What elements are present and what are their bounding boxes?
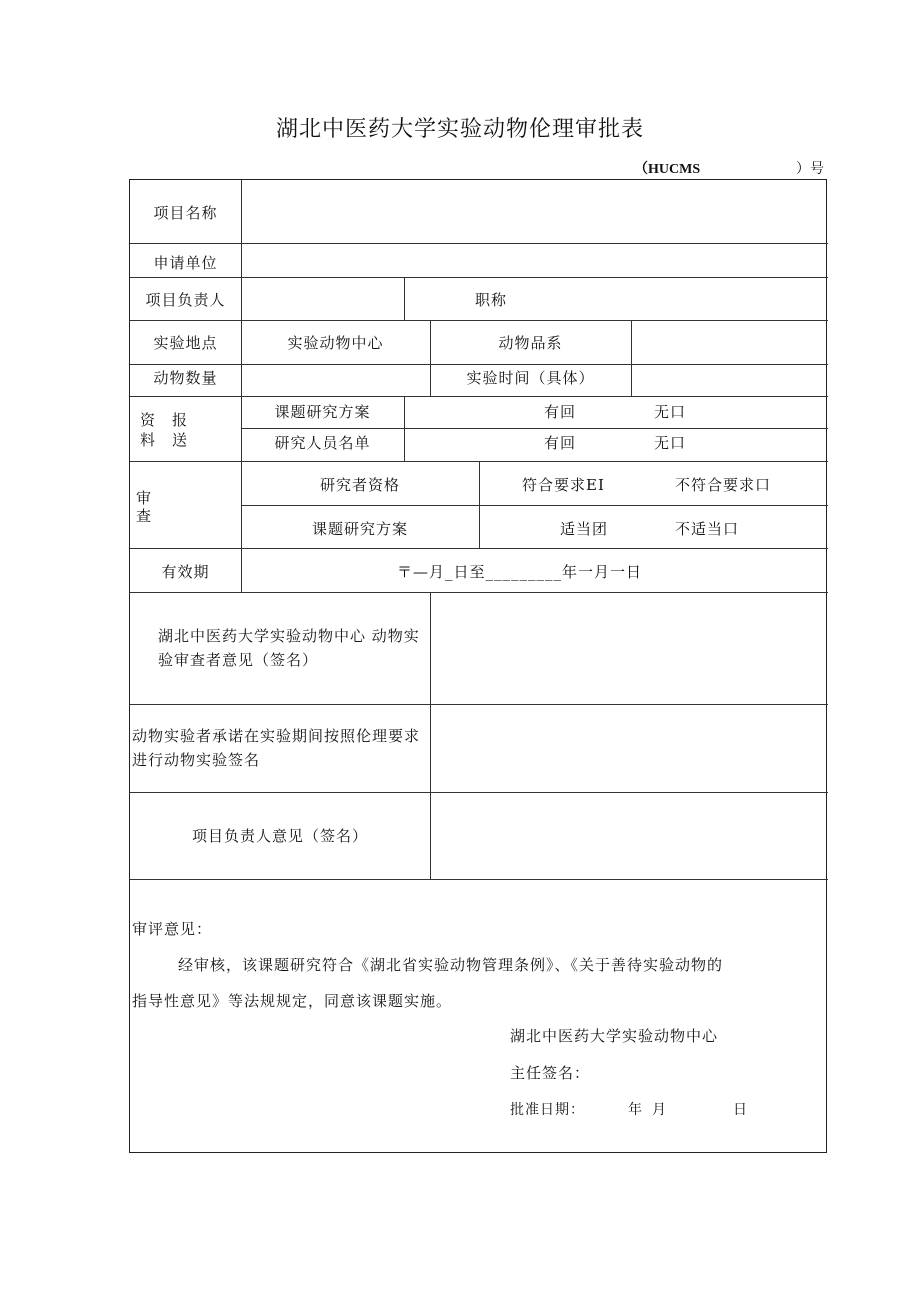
column-line (404, 396, 405, 461)
checkbox-not-meets-requirements[interactable]: 不符合要求口 (675, 476, 772, 494)
column-line (631, 320, 632, 396)
label-research-plan-review: 课题研究方案 (311, 520, 408, 538)
approval-date-day: 日 (733, 1102, 748, 1118)
column-line (404, 277, 405, 320)
label-experiment-time: 实验时间（具体） (466, 369, 595, 387)
review-comments-body-line1: 经审核，该课题研究符合《湖北省实验动物管理条例》、《关于善待实验动物的 (178, 956, 724, 974)
approval-date-year: 年 (628, 1102, 643, 1118)
checkbox-plan-have[interactable]: 有回 (544, 403, 577, 421)
label-applicant-unit: 申请单位 (153, 254, 218, 272)
approval-date-label: 批准日期： (510, 1102, 585, 1118)
checkbox-appropriate[interactable]: 适当团 (560, 520, 609, 538)
row-line (130, 879, 828, 880)
row-line (130, 792, 828, 793)
approval-date-month: 月 (652, 1102, 667, 1118)
row-line (130, 277, 828, 278)
row-line (130, 704, 828, 705)
label-experimenter-commitment: 动物实验者承诺在实验期间按照伦理要求进行动物实验签名 (132, 727, 421, 769)
review-comments-body-line2: 指导性意见》等法规规定，同意该课题实施。 (132, 992, 453, 1010)
row-line (130, 592, 828, 593)
checkbox-personnel-have[interactable]: 有回 (544, 434, 577, 452)
checkbox-not-appropriate[interactable]: 不适当口 (675, 520, 740, 538)
label-validity: 有效期 (161, 563, 210, 581)
row-line (241, 505, 828, 506)
location-value: 实验动物中心 (287, 334, 384, 352)
checkbox-meets-requirements[interactable]: 符合要求EI (522, 476, 605, 494)
serial-number (634, 158, 824, 178)
label-animal-count: 动物数量 (153, 369, 218, 387)
column-line (430, 592, 431, 879)
serial-suffix: ）号 (796, 161, 824, 177)
row-line (241, 428, 828, 429)
row-line (130, 320, 828, 321)
checkbox-plan-none[interactable]: 无口 (654, 403, 687, 421)
validity-date-range: 〒—月_日至_________年一月一日 (397, 563, 643, 581)
label-project-leader: 项目负责人 (145, 291, 226, 309)
label-title-rank: 职称 (475, 291, 508, 309)
column-line (479, 461, 480, 548)
label-personnel-list: 研究人员名单 (274, 434, 371, 452)
row-line (130, 396, 828, 397)
label-leader-opinion: 项目负责人意见（签名） (191, 827, 368, 845)
label-review-line2: 查 (136, 507, 153, 525)
approval-form-table (129, 179, 827, 1153)
label-materials-line1: 资 报 (140, 411, 189, 429)
label-research-plan: 课题研究方案 (274, 403, 371, 421)
review-comments-heading: 审评意见： (132, 920, 213, 938)
checkbox-personnel-none[interactable]: 无口 (654, 434, 687, 452)
director-signature-label: 主任签名： (510, 1064, 591, 1082)
label-researcher-qualification: 研究者资格 (319, 476, 400, 494)
label-location: 实验地点 (153, 334, 218, 352)
label-project-name: 项目名称 (153, 204, 218, 222)
review-center-name: 湖北中医药大学实验动物中心 (510, 1027, 719, 1045)
label-review-line1: 审 (136, 489, 153, 507)
label-animal-strain: 动物品系 (498, 334, 563, 352)
label-reviewer-opinion: 湖北中医药大学实验动物中心 动物实验审查者意见（签名） (158, 627, 420, 669)
row-line (130, 243, 828, 244)
row-line (130, 364, 828, 365)
form-title: 湖北中医药大学实验动物伦理审批表 (275, 117, 644, 142)
row-line (130, 548, 828, 549)
label-materials-line2: 料 送 (140, 431, 189, 449)
serial-prefix: （HUCMS (634, 162, 701, 177)
